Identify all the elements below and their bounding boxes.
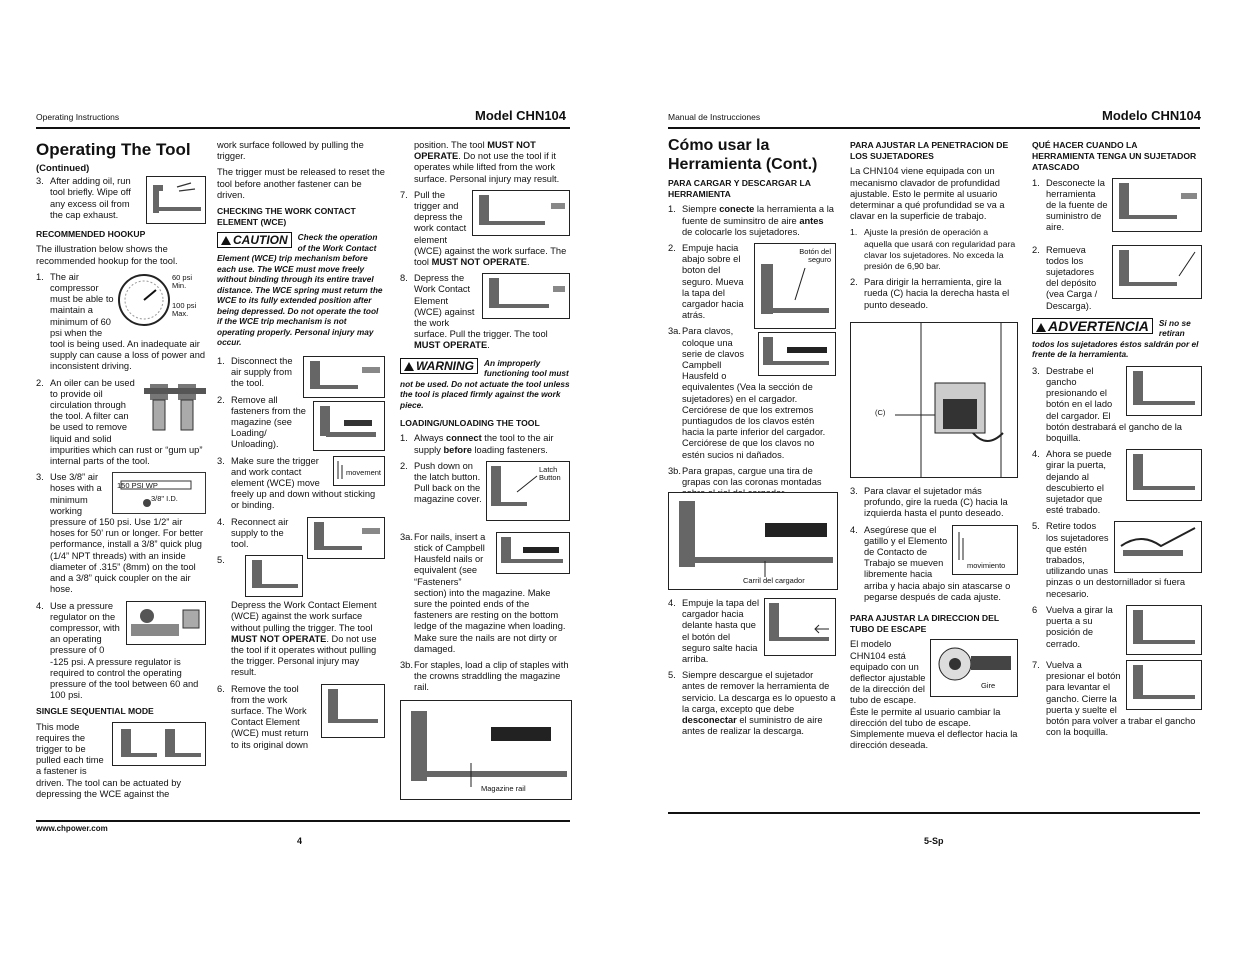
continued-label: (Continued) (36, 163, 90, 174)
recommended-hookup-heading: RECOMMENDED HOOKUP (36, 229, 146, 240)
right-col-1b (668, 598, 836, 742)
caution-block: CAUTION Check the operation of the Work Contact Element (WCE) trip mechanism before each use. The WCE must move freely without binding through its entire travel distance. The WCE spring must return the WCE to its fully extended position after being depressed. Do not operate the tool if the WCE trip mechanism is not operating properly. Personal injury may occur. (217, 232, 383, 348)
carril-figure: Carril del cargador (668, 492, 838, 590)
presionar-boton-figure (1126, 660, 1202, 710)
load-heading: PARA CARGAR Y DESCARGAR LA HERRAMIENTA (668, 178, 811, 200)
warning-triangle-icon (1036, 323, 1046, 332)
right-col-1 (668, 136, 836, 504)
pressure-gauge-figure: 60 psi Min. 100 psi Max. (116, 272, 206, 330)
depth-heading: PARA AJUSTAR LA PENETRACION DE LOS SUJETADORES (850, 140, 1009, 162)
warning-badge: WARNING (400, 358, 478, 374)
jam-step-4: 4. Ahora se puede girar la puerta, dejando al descubierto el sujetador que esté trabado. (1032, 449, 1202, 516)
load-step-3b: 3b. For staples, load a clip of staples with the crowns straddling the magazine rail. (400, 660, 569, 693)
load-step-2: Botón del seguro 2. Empuje hacia abajo sobre el boton del seguro. Mueva la tapa del cargador hacia atrás. (668, 243, 836, 321)
check-step-3: movement 3. Make sure the trigger and work contact element (WCE) move freely up and down without sticking or binding. (217, 456, 385, 512)
gauge-icon (116, 272, 172, 328)
header-left: Operating Instructions (36, 112, 120, 122)
depth-step-3: 3. Para clavar el sujetador más profundo, gire la rueda (C) hacia la izquierda hasta el punto deseado. (850, 486, 1008, 519)
movimiento-figure: movimiento (952, 525, 1018, 575)
exhaust-heading: PARA AJUSTAR LA DIRECCION DEL TUBO DE ESCAPE (850, 613, 999, 635)
page-title: Operating The Tool (36, 140, 191, 159)
jam-step-7: 7. Vuelva a presionar el botón para levantar el gancho. Cierre la puerta y suelte el botón para volver a trabar el gancho con la boquilla. (1032, 660, 1202, 738)
continued-text: work surface followed by pulling the trigger. (217, 140, 364, 162)
exhaust-text: Gire El modelo CHN104 está equipado con un deflector ajustable de la dirección del tubo de escape. Éste le permite al usuario cambiar la dirección del tubo de escape. Simplemente mueva el deflector hacia la dirección deseada. (850, 639, 1018, 751)
check-step-4: 4. Reconnect air supply to the tool. (217, 517, 385, 551)
load-step-5: 5. Siempre descargue el sujetador antes de remover la herramienta de servicio. La descarga es lo opuesto a la carga, excepto que debe desconectar el suministro de aire antes de realizar la descarga. (668, 670, 836, 737)
must-operate-figure (482, 273, 570, 319)
insert-nails-figure (496, 532, 570, 574)
page-number: 5-Sp (924, 836, 944, 846)
reconnect-figure (307, 517, 385, 559)
step-3: 3. After adding oil, run tool briefly. Wipe off any excess oil from the cap exhaust. (36, 176, 206, 224)
load-step-1: 1. Siempre conecte la herramienta a la fuente de suminsitro de aire antes de colocarle los sujetadores. (668, 204, 834, 237)
check-step-2: 2. Remove all fasteners from the magazine (see Loading/ Unloading). (217, 395, 385, 451)
header-model: Modelo CHN104 (1102, 108, 1201, 123)
depth-step-2: 2. Para dirigir la herramienta, gire la rueda (C) hacia la derecha hasta el punto deseado. (850, 277, 1010, 310)
right-col-2 (850, 136, 1018, 316)
check-step-8: 8. Depress the Work Contact Element (WCE) against the work surface. Pull the trigger. The tool MUST OPERATE. (400, 273, 570, 351)
load-step-3a: 3a. Para clavos, coloque una serie de clavos Campbell Hausfeld o equivalentes (Vea la sección de sujetadores) en el cargador. Cerciórese de que los extremos puntiagudos de los clavos estén hacia la parte inferior del cargador. Cerciórese de que los clavos no estén sucios ni dañados. (668, 326, 836, 460)
jam-step-5: 5. Retire todos los sujetadores que estén trabados, utilizando unas pinzas o un destornillador si fuera necesario. (1032, 521, 1202, 599)
cerrar-puerta-figure (1126, 605, 1202, 655)
depth-wheel-figure: (C) (850, 322, 1018, 478)
depth-step-1: 1. Ajuste la presión de operación a aquella que usará con regularidad para clavar los sujetadores. No exceda la presión de 6,90 bar. (850, 227, 1016, 272)
right-col-3 (1032, 136, 1202, 743)
movement-figure: movement (333, 456, 385, 486)
pinzas-figure (1114, 521, 1202, 573)
warning-triangle-icon (404, 362, 414, 371)
footer-rule (668, 812, 1200, 814)
load-step-3b: 3b. Para grapas, cargue una tira de grapas con las coronas montadas (668, 465, 822, 488)
warning-triangle-icon (221, 236, 231, 245)
jam-step-3: 3. Destrabe el gancho presionando el botón en el lado del cargador. El botón destrabará el gancho de la boquilla. (1032, 366, 1202, 444)
load-step-1: 1. Always connect the tool to the air supply before loading fasteners. (400, 433, 554, 455)
pull-trigger-figure (472, 190, 570, 236)
check-step-1: 1. Disconnect the air supply from the tool. (217, 356, 385, 390)
footer-url[interactable]: www.chpower.com (36, 824, 108, 833)
load-step-3a: 3a. For nails, insert a stick of Campbell Hausfeld nails or equivalent (see “Fasteners” section) into the magazine. Make sure the pointed ends of the fasteners are resting on the bottom ledge of the magazine when loading. Make sure the nails are not dirty or damaged. (400, 532, 570, 655)
disconnect-figure (303, 356, 385, 398)
air-hose-figure: 150 PSI WP 3/8" I.D. (112, 472, 206, 514)
right-page (618, 0, 1235, 954)
header-rule (668, 127, 1200, 129)
depth-text: La CHN104 viene equipada con un mecanismo clavador de profundidad ajustable. Esto le permite al usuario determinar a qué profundidad se va a clavar en la superficie de trabajo. (850, 166, 1005, 222)
left-page (0, 0, 617, 954)
header-left: Manual de Instrucciones (668, 112, 761, 122)
oil-exhaust-figure (146, 176, 206, 224)
advertencia-badge: ADVERTENCIA (1032, 318, 1153, 334)
page-number: 4 (297, 836, 303, 846)
advertencia-block: ADVERTENCIA Si no se retiran todos los sujetadores éstos saldrán por el frente de la herramienta. (1032, 317, 1199, 360)
left-col-2 (217, 140, 385, 756)
magazine-rail-figure: Magazine rail (400, 700, 572, 800)
jam-step-1: 1. Desconecte la herramienta de la fuente de suministro de aire. (1032, 178, 1202, 240)
jam-heading: QUÉ HACER CUANDO LA HERRAMIENTA TENGA UN SUJETADOR ATASCADO (1032, 140, 1197, 173)
destrabe-figure (1126, 366, 1202, 416)
header-rule (36, 127, 570, 129)
step-6-continued: position. The tool MUST NOT OPERATE. Do not use the tool if it operates while lifted from the work surface. Personal injury may result. (414, 140, 560, 184)
depth-step-4: movimiento 4. Asegúrese que el gatillo y el Elemento de Contacto de Trabajo se mueven libremente hacia arriba y hacia abajo sin atascarse o pegarse después de cada ajuste. (850, 525, 1018, 603)
jam-step-6: 6 Vuelva a girar la puerta a su posición de cerrado. (1032, 605, 1202, 655)
left-col-3 (400, 140, 570, 699)
right-col-2b (850, 486, 1018, 751)
regulator-figure (126, 601, 206, 645)
loading-heading: LOADING/UNLOADING THE TOOL (400, 418, 540, 429)
exhaust-deflector-figure: Gire (930, 639, 1018, 697)
boton-seguro-figure: Botón del seguro (754, 243, 836, 329)
load-step-4: 4. Empuje la tapa del cargador hacia delante hasta que el botón del seguro salte hacia arriba. (668, 598, 836, 665)
latch-button-figure: Latch Button (486, 461, 570, 521)
warning-block: WARNING An improperly functioning tool must not be used. Do not actuate the tool unless the tool is placed firmly against the work piece. (400, 357, 570, 410)
remueva-figure (1112, 245, 1202, 299)
depress-wce-figure (245, 555, 303, 597)
girar-puerta-figure (1126, 449, 1202, 501)
check-step-6: 6. Remove the tool from the work surface. The Work Contact Element (WCE) must return to its original down (217, 684, 385, 751)
remove-tool-figure (321, 684, 385, 738)
recommended-hookup-text: The illustration below shows the recommended hookup for the tool. (36, 244, 178, 266)
page-title: Cómo usar la Herramienta (Cont.) (668, 137, 818, 173)
desconecte-figure (1112, 178, 1202, 232)
release-text: The trigger must be released to reset the tool before another fastener can be driven. (217, 167, 385, 200)
hookup-step-4: 4. Use a pressure regulator on the compressor, with an operating pressure of 0 -125 psi. A pressure regulator is required to control the operating pressure of the tool between 60 and 100 psi. (36, 601, 206, 702)
hookup-step-1: 60 psi Min. 100 psi Max. 1. The air compressor must be able to maintain a minimum of 60 psi when the tool is being used. An inadequate air supply can cause a loss of power and inconsistent driving. (36, 271, 206, 372)
oiler-filter-figure (144, 378, 206, 444)
jam-step-2: 2. Remueva todos los sujetadores del depósito (vea Carga / Descarga). (1032, 245, 1202, 312)
check-step-7: 7. Pull the trigger and depress the work contact element (WCE) against the work surface. The tool MUST NOT OPERATE. (400, 190, 570, 268)
hookup-step-3: 150 PSI WP 3/8" I.D. 3. Use 3/8” air hoses with a minimum working pressure of 150 psi. Use 1/2” air hoses for 50’ run or longer. For better performance, install a 3/8” quick plug (1/4” NPT threads) with an inside diameter of .315” (8mm) on the tool and a 3/8” quick coupler on the air hose. (36, 472, 206, 595)
clavos-figure (758, 332, 836, 376)
cerrar-tapa-figure (764, 598, 836, 656)
check-wce-heading: CHECKING THE WORK CONTACT ELEMENT (WCE) (217, 206, 356, 228)
footer-rule (36, 820, 570, 822)
header-model: Model CHN104 (475, 108, 567, 123)
remove-fasteners-figure (313, 401, 385, 451)
single-mode-figure (112, 722, 206, 766)
hookup-step-2: 2. An oiler can be used to provide oil circulation through the tool. A filter can be used to remove liquid and solid impurities which can rust or “gum up” internal parts of the tool. (36, 378, 206, 468)
load-step-2: Latch Button 2. Push down on the latch button. Pull back on the magazine cover. (400, 461, 570, 527)
left-col-1 (36, 140, 206, 800)
caution-badge: CAUTION (217, 232, 292, 248)
single-mode-text: This mode requires the trigger to be pulled each time a fastener is driven. The tool can be actuated by depressing the WCE against the (36, 722, 206, 800)
single-mode-heading: SINGLE SEQUENTIAL MODE (36, 706, 154, 717)
check-step-5: 5. Depress the Work Contact Element (WCE) against the work surface without pulling the trigger. The tool MUST NOT OPERATE. Do not use the tool if it operates without pulling the trigger. Personal injury may result. (217, 555, 377, 678)
